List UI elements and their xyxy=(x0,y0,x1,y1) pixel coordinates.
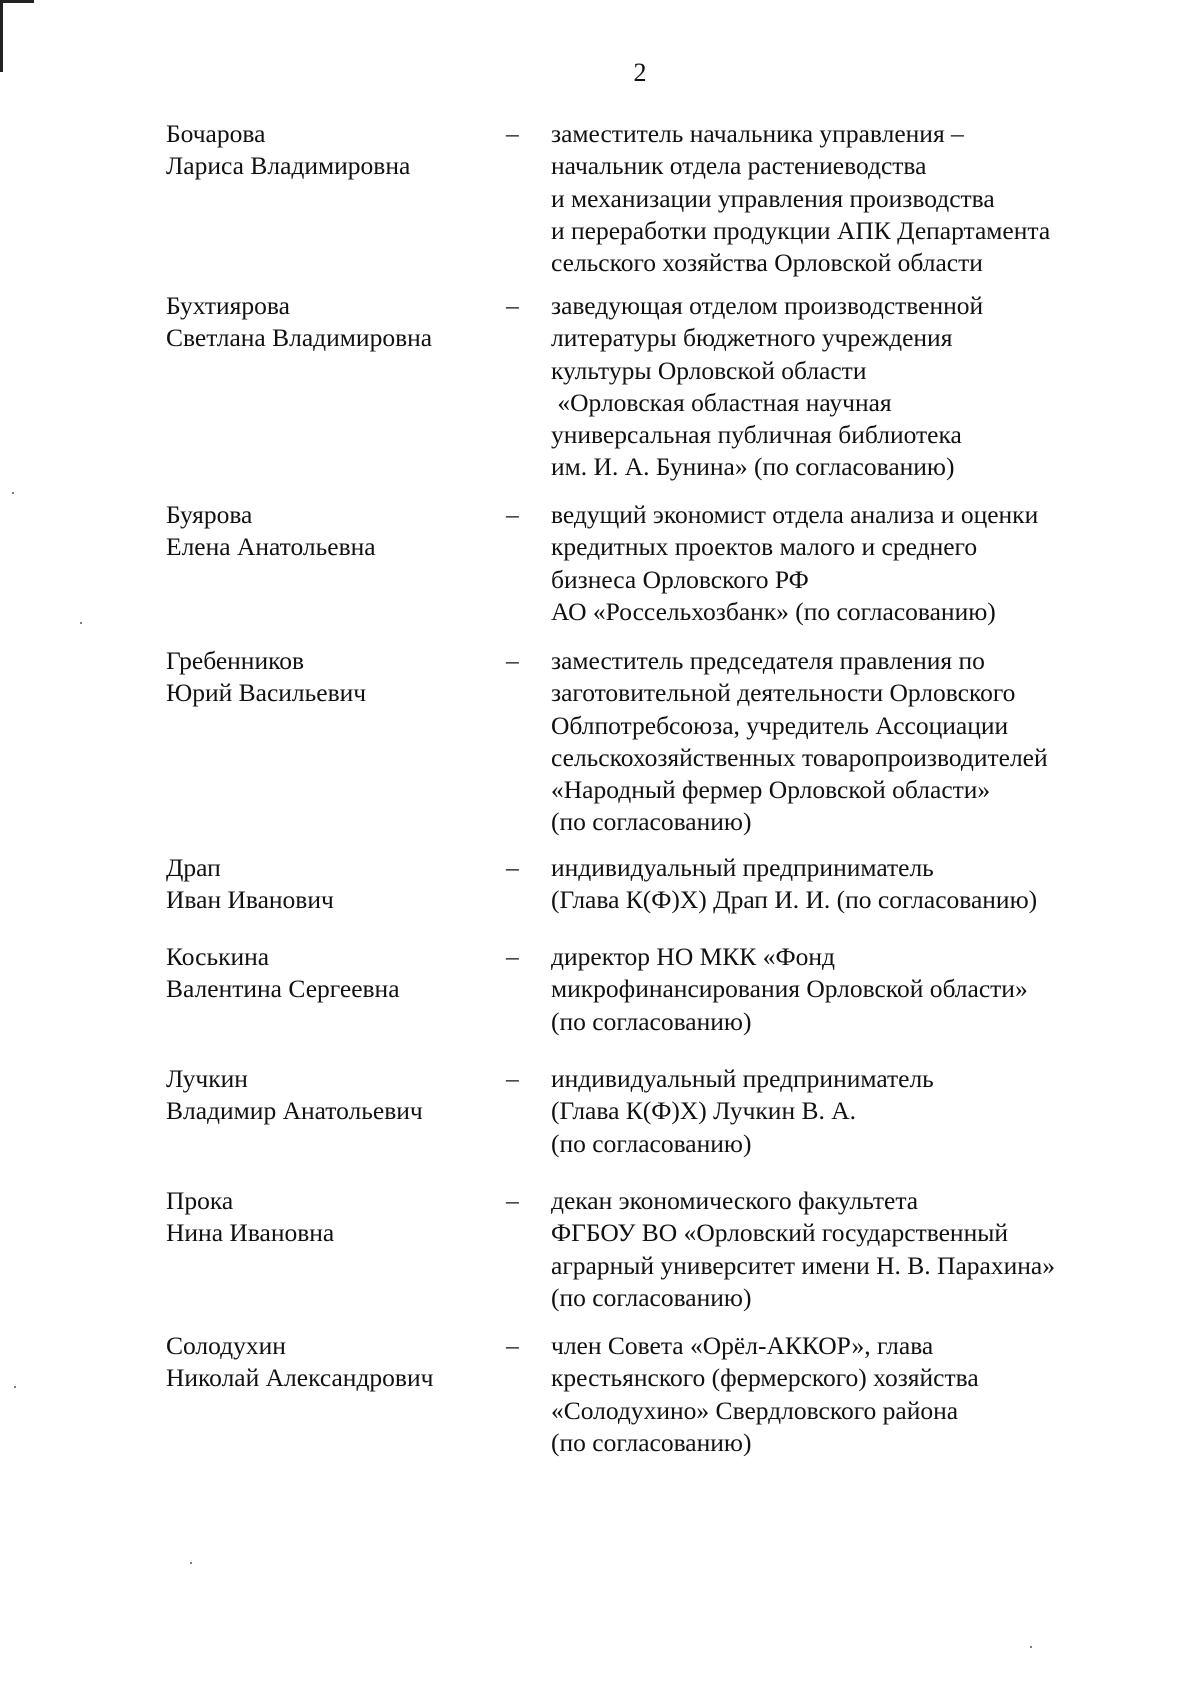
member-position xyxy=(551,941,1126,1038)
member-name xyxy=(166,645,506,839)
position-line: культуры Орловской области xyxy=(551,355,867,385)
entry-dash: – xyxy=(506,853,519,882)
member-entry xyxy=(166,118,1126,279)
position-line: АО «Россельхозбанк» (по согласованию) xyxy=(551,596,996,626)
entry-dash: – xyxy=(506,646,519,675)
position-line: (по согласованию) xyxy=(551,807,752,837)
member-entry xyxy=(166,852,1126,917)
member-given-names: Иван Иванович xyxy=(166,885,334,915)
entry-dash: – xyxy=(506,1064,519,1093)
position-line: (по согласованию) xyxy=(551,1282,752,1312)
member-surname: Солодухин xyxy=(166,1331,286,1360)
position-line: директор НО МКК «Фонд xyxy=(551,942,835,971)
member-position xyxy=(551,1330,1126,1459)
member-given-names: Елена Анатольевна xyxy=(166,532,376,562)
scan-speck xyxy=(12,492,14,494)
member-given-names: Николай Александрович xyxy=(166,1363,434,1393)
member-given-names: Лариса Владимировна xyxy=(166,151,411,181)
position-line: декан экономического факультета xyxy=(551,1186,919,1215)
entry-dash: – xyxy=(506,1186,519,1215)
position-line: (Глава К(Ф)Х) Лучкин В. А. xyxy=(551,1096,857,1126)
position-line: заготовительной деятельности Орловского xyxy=(551,678,1016,708)
page-number: 2 xyxy=(633,58,647,87)
member-name xyxy=(166,852,506,917)
member-name xyxy=(166,941,506,1038)
position-line: Облпотребсоюза, учредитель Ассоциации xyxy=(551,710,1009,740)
member-given-names: Юрий Васильевич xyxy=(166,678,367,708)
entry-dash: – xyxy=(506,942,519,971)
scan-speck xyxy=(190,1562,192,1564)
position-line: (по согласованию) xyxy=(551,1006,752,1036)
member-name xyxy=(166,1063,506,1160)
member-given-names: Владимир Анатольевич xyxy=(166,1096,423,1126)
position-line: им. И. А. Бунина» (по согласованию) xyxy=(551,452,955,482)
member-surname: Прока xyxy=(166,1186,234,1215)
position-line: и механизации управления производства xyxy=(551,183,995,213)
position-line: заведующая отделом производственной xyxy=(551,291,984,320)
position-line: микрофинансирования Орловской области» xyxy=(551,974,1028,1004)
member-position xyxy=(551,852,1126,917)
member-position xyxy=(551,1063,1126,1160)
member-surname: Бухтиярова xyxy=(166,291,290,320)
member-name xyxy=(166,1185,506,1314)
member-entry xyxy=(166,1330,1126,1459)
member-entry xyxy=(166,499,1126,628)
position-line: сельского хозяйства Орловской области xyxy=(551,248,983,278)
member-position xyxy=(551,290,1126,484)
position-line: «Народный фермер Орловской области» xyxy=(551,775,991,805)
member-surname: Коськина xyxy=(166,942,270,971)
position-line: «Солодухино» Свердловского района xyxy=(551,1395,959,1425)
position-line: универсальная публичная библиотека xyxy=(551,420,962,450)
position-line: сельскохозяйственных товаропроизводителей xyxy=(551,742,1048,772)
position-line: индивидуальный предприниматель xyxy=(551,1064,934,1093)
position-line: (по согласованию) xyxy=(551,1427,752,1457)
position-line: «Орловская областная научная xyxy=(551,387,892,417)
position-line: кредитных проектов малого и среднего xyxy=(551,532,978,562)
scan-speck xyxy=(80,622,82,624)
member-entry xyxy=(166,290,1126,484)
position-line: член Совета «Орёл-АККОР», глава xyxy=(551,1331,934,1360)
member-given-names: Валентина Сергеевна xyxy=(166,974,400,1004)
member-surname: Буярова xyxy=(166,500,253,529)
member-position xyxy=(551,645,1126,839)
member-entry xyxy=(166,1185,1126,1314)
entry-dash: – xyxy=(506,291,519,320)
position-line: ФГБОУ ВО «Орловский государственный xyxy=(551,1218,1009,1248)
member-name xyxy=(166,118,506,279)
member-name xyxy=(166,290,506,484)
member-entry xyxy=(166,1063,1126,1160)
position-line: литературы бюджетного учреждения xyxy=(551,323,953,353)
position-line: начальник отдела растениеводства xyxy=(551,151,927,181)
member-surname: Гребенников xyxy=(166,646,304,675)
member-position xyxy=(551,499,1126,628)
position-line: заместитель начальника управления – xyxy=(551,119,964,148)
member-surname: Лучкин xyxy=(166,1064,248,1093)
member-position xyxy=(551,1185,1126,1314)
position-line: бизнеса Орловского РФ xyxy=(551,564,809,594)
member-position xyxy=(551,118,1126,279)
member-surname: Бочарова xyxy=(166,119,266,148)
member-given-names: Светлана Владимировна xyxy=(166,323,433,353)
scan-speck xyxy=(14,1386,16,1388)
entry-dash: – xyxy=(506,500,519,529)
position-line: заместитель председателя правления по xyxy=(551,646,985,675)
position-line: и переработки продукции АПК Департамента xyxy=(551,215,1051,245)
entry-dash: – xyxy=(506,1331,519,1360)
position-line: аграрный университет имени Н. В. Парахина» xyxy=(551,1250,1055,1280)
member-name xyxy=(166,499,506,628)
position-line: ведущий экономист отдела анализа и оценки xyxy=(551,500,1039,529)
position-line: крестьянского (фермерского) хозяйства xyxy=(551,1363,979,1393)
position-line: (Глава К(Ф)Х) Драп И. И. (по согласованию) xyxy=(551,885,1038,915)
member-surname: Драп xyxy=(166,853,221,882)
scan-border-top xyxy=(0,0,34,3)
member-given-names: Нина Ивановна xyxy=(166,1218,335,1248)
member-entry xyxy=(166,941,1126,1038)
position-line: индивидуальный предприниматель xyxy=(551,853,934,882)
member-name xyxy=(166,1330,506,1459)
scan-speck xyxy=(1030,1646,1032,1648)
position-line: (по согласованию) xyxy=(551,1128,752,1158)
member-entry xyxy=(166,645,1126,839)
entry-dash: – xyxy=(506,119,519,148)
